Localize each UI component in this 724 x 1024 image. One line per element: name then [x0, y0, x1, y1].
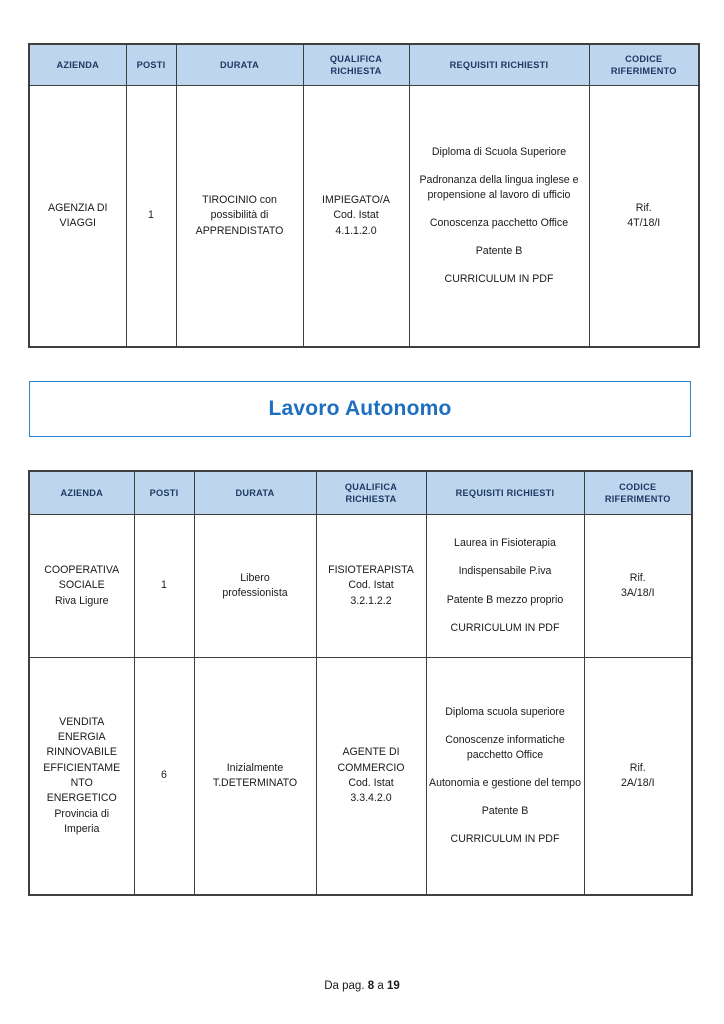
- qualifica-line: Cod. Istat: [333, 209, 379, 222]
- column-header-requisiti-richiesti: [426, 471, 584, 515]
- table-row: [29, 515, 692, 658]
- codice-line: 3A/18/I: [620, 587, 655, 599]
- footer-to-page: 19: [386, 980, 400, 992]
- qualifica-line: Cod. Istat: [348, 579, 394, 592]
- footer-from-page: 8: [367, 980, 375, 992]
- qualifica-line: Cod. Istat: [348, 777, 394, 789]
- header-line-1: POSTI: [149, 487, 179, 498]
- section-title: Lavoro Autonomo: [268, 397, 452, 420]
- durata-line: Libero: [240, 571, 270, 584]
- cell-posti: 6: [134, 658, 194, 896]
- cell-azienda: [29, 86, 126, 348]
- qualifica-line: AGENTE DI: [342, 746, 400, 759]
- header-line-1: REQUISITI RICHIESTI: [455, 487, 555, 498]
- header-line-2: RICHIESTA: [345, 494, 397, 504]
- durata-line: professionista: [222, 587, 288, 599]
- codice-line: 2A/18/I: [620, 777, 655, 789]
- requisito-item: Patente B mezzo proprio: [446, 593, 564, 606]
- azienda-line: ENERGIA: [57, 730, 106, 743]
- qualifica-line: 4.1.1.2.0: [335, 224, 377, 237]
- codice-line: Rif.: [635, 201, 652, 214]
- requisito-item: CURRICULUM IN PDF: [450, 833, 560, 846]
- requisito-item: Diploma di Scuola Superiore: [431, 145, 567, 158]
- column-header-posti: [126, 44, 176, 86]
- cell-codice-riferimento: [584, 515, 692, 658]
- column-header-durata: [194, 471, 316, 515]
- column-header-codice-riferimento: [589, 44, 699, 86]
- header-line-1: DURATA: [235, 487, 275, 498]
- azienda-line: COOPERATIVA: [44, 563, 120, 576]
- cell-durata: [194, 515, 316, 658]
- header-line-1: REQUISITI RICHIESTI: [449, 59, 549, 70]
- table-header-row: [29, 44, 699, 86]
- header-line-1: CODICE: [619, 481, 657, 492]
- azienda-line: Imperia: [64, 823, 100, 836]
- requisito-item: CURRICULUM IN PDF: [450, 621, 560, 634]
- header-line-1: QUALIFICA: [344, 481, 398, 492]
- header-line-1: DURATA: [220, 59, 259, 70]
- requisito-item: Autonomia e gestione del tempo: [429, 777, 581, 789]
- section-title-box: [29, 381, 691, 437]
- qualifica-line: COMMERCIO: [337, 761, 405, 774]
- job-listings-table-autonomo: [28, 470, 693, 896]
- requisito-item: Patente B: [475, 245, 523, 258]
- cell-requisiti: [426, 658, 584, 896]
- cell-requisiti: [426, 515, 584, 658]
- requisito-item: CURRICULUM IN PDF: [444, 273, 554, 286]
- job-listings-table-subordinate: [28, 43, 700, 348]
- qualifica-line: FISIOTERAPISTA: [328, 563, 414, 576]
- cell-posti: 1: [134, 515, 194, 658]
- cell-durata: [176, 86, 303, 348]
- azienda-line: AGENZIA DI: [48, 201, 108, 214]
- column-header-posti: [134, 471, 194, 515]
- cell-codice-riferimento: [589, 86, 699, 348]
- column-header-qualifica-richiesta: [303, 44, 409, 86]
- requisito-item: Laurea in Fisioterapia: [454, 537, 556, 550]
- durata-line: T.DETERMINATO: [212, 777, 298, 789]
- qualifica-line: 3.2.1.2.2: [350, 594, 392, 607]
- requisito-item: Diploma scuola superiore: [445, 705, 565, 718]
- requisito-item: Indispensabile P.iva: [458, 565, 552, 578]
- footer-prefix: Da pag.: [324, 980, 365, 992]
- azienda-line: Riva Ligure: [54, 594, 109, 607]
- azienda-line: Provincia di: [54, 807, 110, 820]
- header-line-1: POSTI: [136, 59, 166, 70]
- durata-line: possibilità di: [210, 209, 269, 222]
- cell-codice-riferimento: [584, 658, 692, 896]
- column-header-azienda: [29, 471, 134, 515]
- azienda-line: VIAGGI: [59, 217, 96, 229]
- header-line-1: CODICE: [625, 53, 663, 64]
- column-header-azienda: [29, 44, 126, 86]
- requisito-item: Conoscenze informatiche pacchetto Office: [445, 733, 565, 761]
- header-line-1: AZIENDA: [60, 487, 104, 498]
- qualifica-line: IMPIEGATO/A: [322, 193, 390, 206]
- column-header-requisiti-richiesti: [409, 44, 589, 86]
- qualifica-line: 3.3.4.2.0: [350, 792, 392, 805]
- header-line-2: RICHIESTA: [330, 66, 382, 76]
- durata-line: APPRENDISTATO: [195, 224, 284, 237]
- cell-posti: 1: [126, 86, 176, 348]
- table-row: [29, 658, 692, 896]
- codice-line: Rif.: [629, 761, 646, 774]
- footer-middle: a: [377, 980, 384, 992]
- column-header-qualifica-richiesta: [316, 471, 426, 515]
- azienda-line: ENERGETICO: [46, 792, 117, 805]
- header-line-2: RIFERIMENTO: [604, 494, 671, 504]
- cell-azienda: [29, 658, 134, 896]
- azienda-line: VENDITA: [59, 715, 105, 728]
- header-line-1: AZIENDA: [56, 59, 100, 70]
- cell-requisiti: [409, 86, 589, 348]
- durata-line: TIROCINIO con: [202, 193, 277, 206]
- requisito-item: Conoscenza pacchetto Office: [429, 217, 569, 229]
- cell-durata: [194, 658, 316, 896]
- page-footer: [0, 980, 724, 992]
- header-line-2: RIFERIMENTO: [610, 66, 677, 76]
- codice-line: Rif.: [629, 571, 646, 584]
- requisito-item: Padronanza della lingua inglese e propensione al lavoro di ufficio: [419, 173, 579, 201]
- column-header-codice-riferimento: [584, 471, 692, 515]
- column-header-durata: [176, 44, 303, 86]
- azienda-line: SOCIALE: [58, 579, 105, 592]
- cell-qualifica: [316, 515, 426, 658]
- cell-azienda: [29, 515, 134, 658]
- durata-line: Inizialmente: [226, 761, 284, 774]
- cell-qualifica: [316, 658, 426, 896]
- azienda-line: NTO: [70, 777, 93, 789]
- azienda-line: EFFICIENTAME: [43, 761, 121, 774]
- cell-qualifica: [303, 86, 409, 348]
- azienda-line: RINNOVABILE: [46, 746, 117, 759]
- codice-line: 4T/18/I: [627, 217, 661, 229]
- requisito-item: Patente B: [481, 805, 529, 818]
- table-header-row: [29, 471, 692, 515]
- table-row: [29, 86, 699, 348]
- header-line-1: QUALIFICA: [329, 53, 383, 64]
